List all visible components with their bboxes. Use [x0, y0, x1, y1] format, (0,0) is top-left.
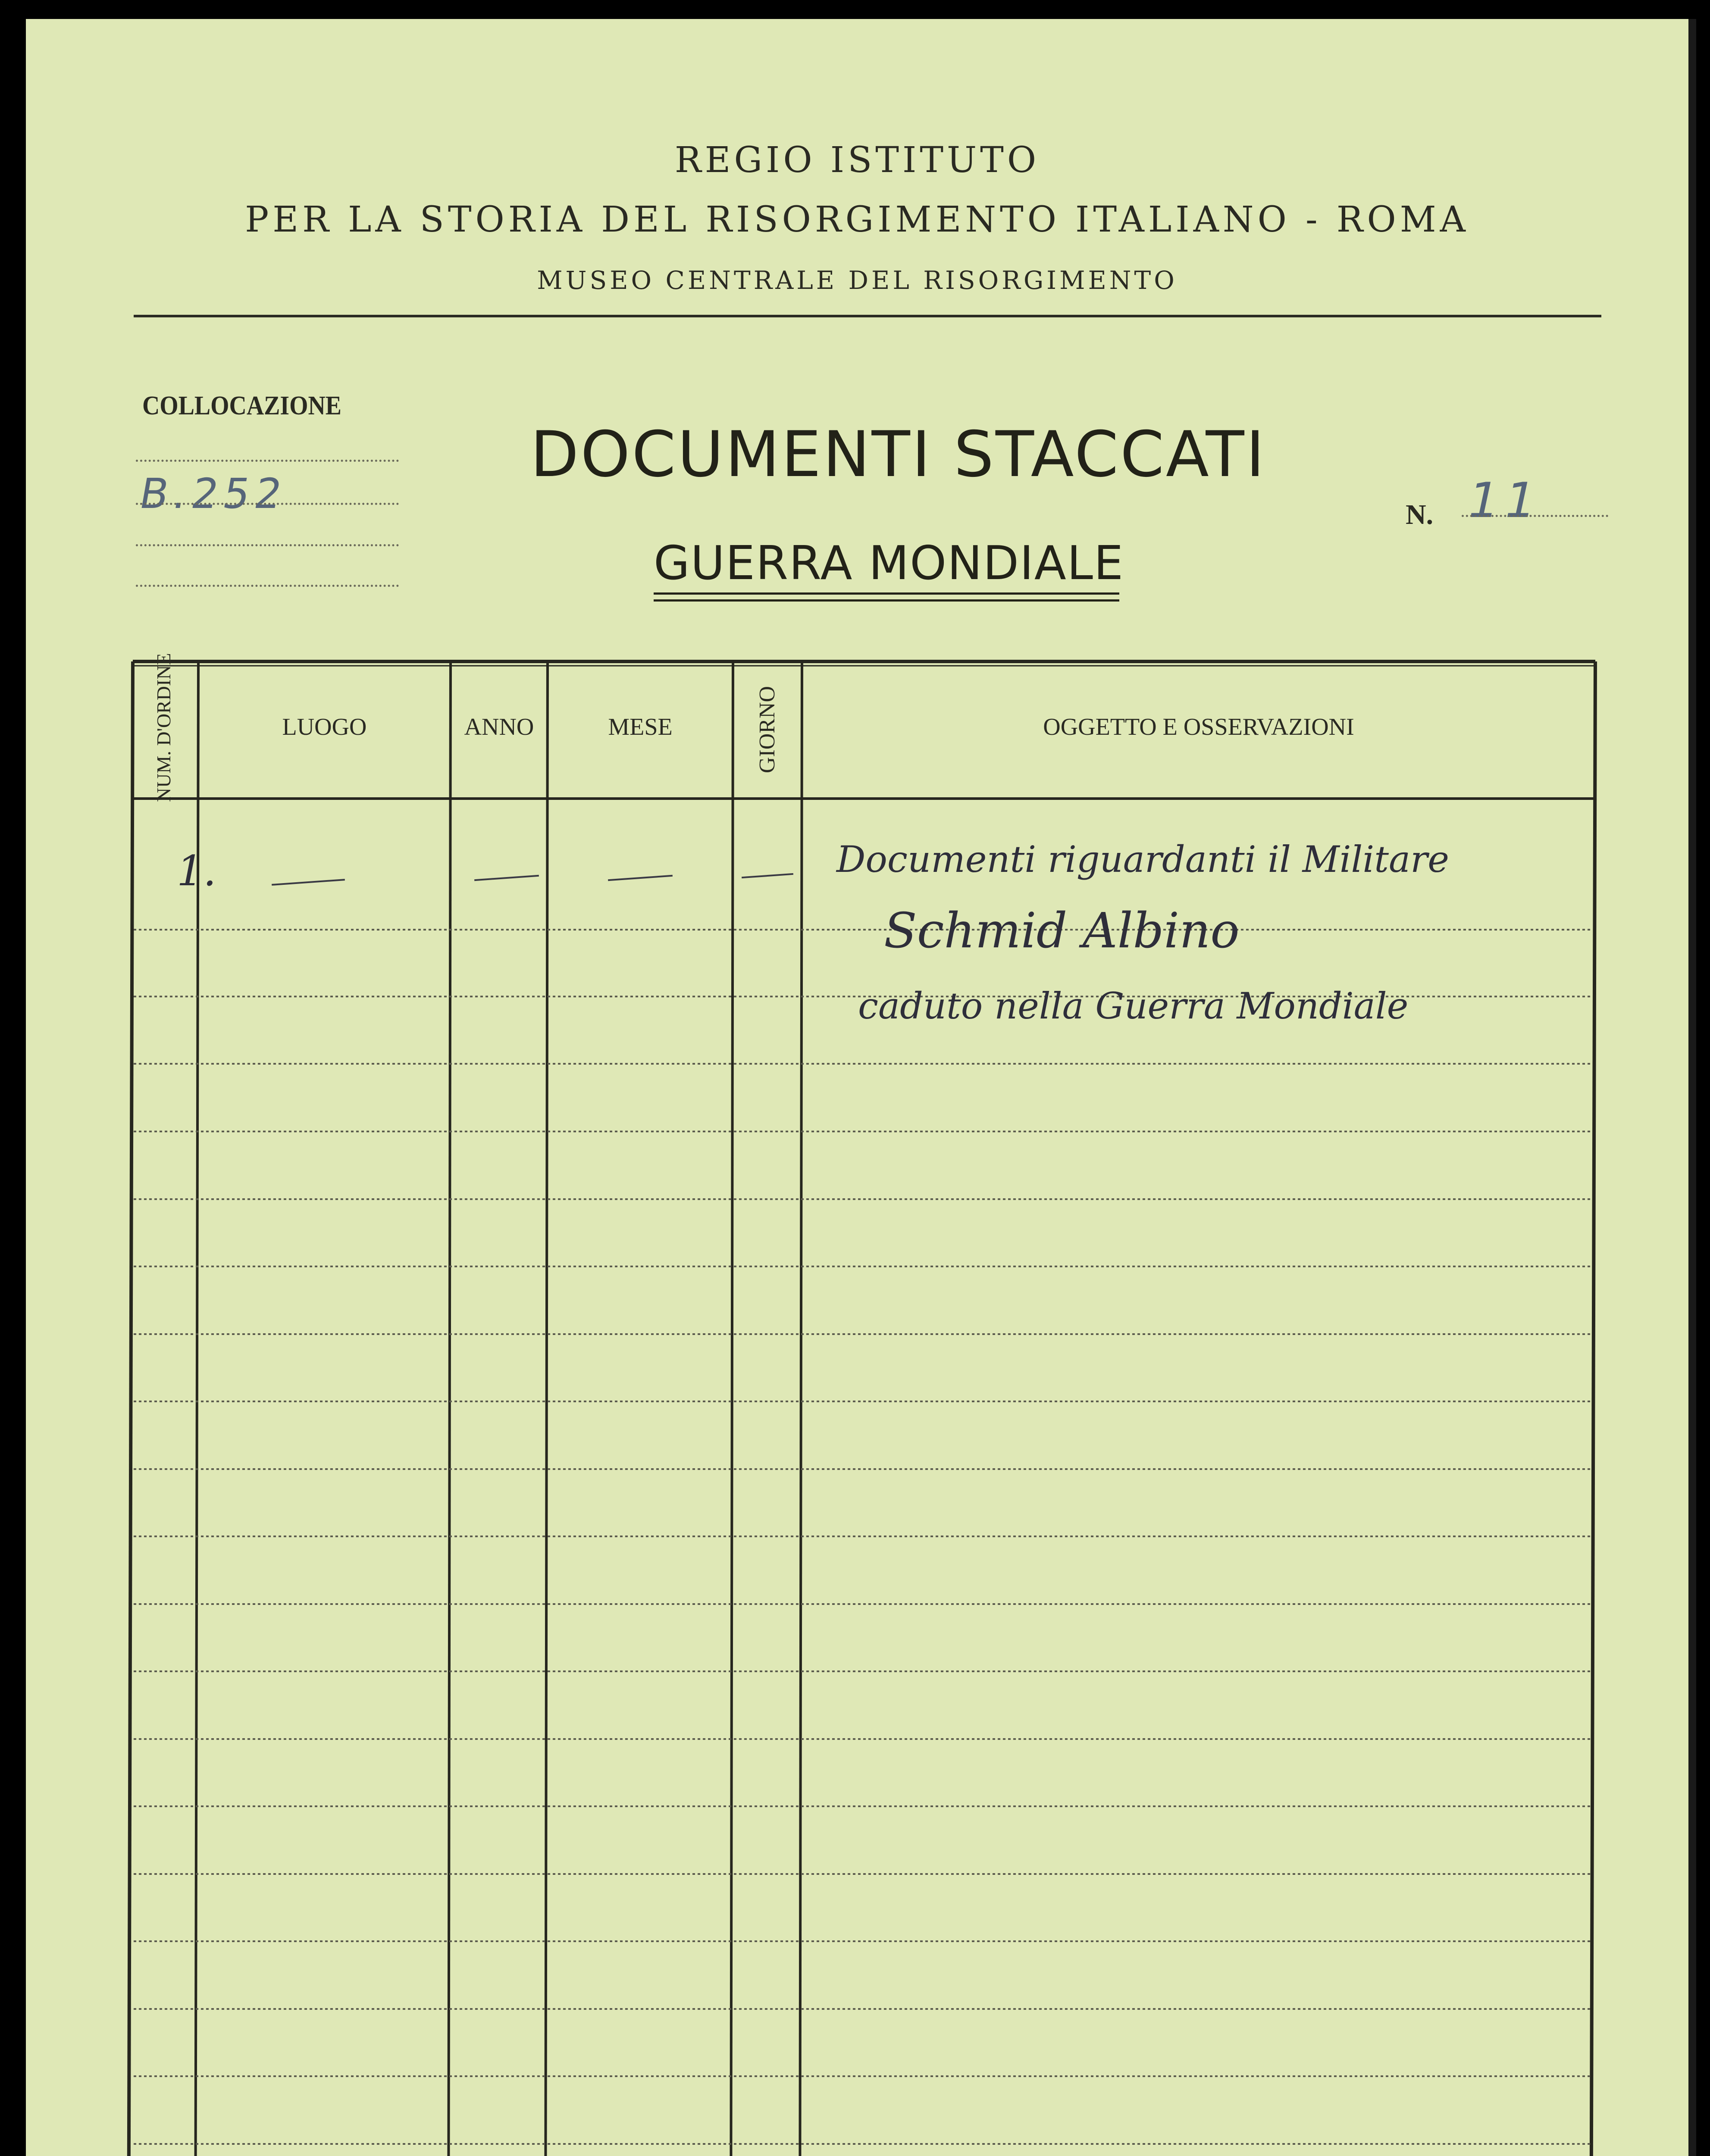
table-grid: [26, 19, 1688, 2156]
entry-oggetto-line-2: Schmid Albino: [884, 903, 1240, 959]
page-subtitle: GUERRA MONDIALE: [654, 536, 1124, 590]
col-divider-giorno: [800, 662, 802, 2156]
institute-subtitle: PER LA STORIA DEL RISORGIMENTO ITALIANO - ROMA: [245, 199, 1469, 240]
number-value: 11: [1462, 473, 1548, 529]
col-header-mese: MESE: [608, 714, 673, 740]
col-header-giorno: GIORNO: [755, 686, 780, 774]
col-header-anno: ANNO: [464, 714, 534, 740]
number-label: N.: [1406, 499, 1434, 530]
col-divider-anno: [545, 662, 548, 2156]
collocazione-label: COLLOCAZIONE: [142, 391, 341, 420]
col-divider-luogo: [448, 662, 451, 2156]
register-table: [26, 19, 1688, 2156]
institute-name: REGIO ISTITUTO: [674, 140, 1040, 181]
document-sheet: [26, 19, 1696, 2156]
col-header-oggetto: OGGETTO E OSSERVAZIONI: [1043, 714, 1354, 740]
collocazione-value: B.252: [136, 470, 291, 518]
entry-number: 1.: [177, 847, 216, 895]
col-header-num: NUM. D'ORDINE: [153, 653, 175, 802]
museum-name: MUSEO CENTRALE DEL RISORGIMENTO: [537, 266, 1178, 295]
entry-oggetto-line-1: Documenti riguardanti il Militare: [836, 838, 1449, 881]
table-left-border: [128, 661, 133, 2156]
col-divider-mese: [731, 662, 733, 2156]
col-header-luogo: LUOGO: [282, 714, 367, 740]
entry-oggetto-line-3: caduto nella Guerra Mondiale: [858, 985, 1409, 1027]
row-rules: [134, 930, 1592, 2156]
page-title: DOCUMENTI STACCATI: [530, 418, 1266, 491]
table-right-border: [1591, 661, 1595, 2156]
